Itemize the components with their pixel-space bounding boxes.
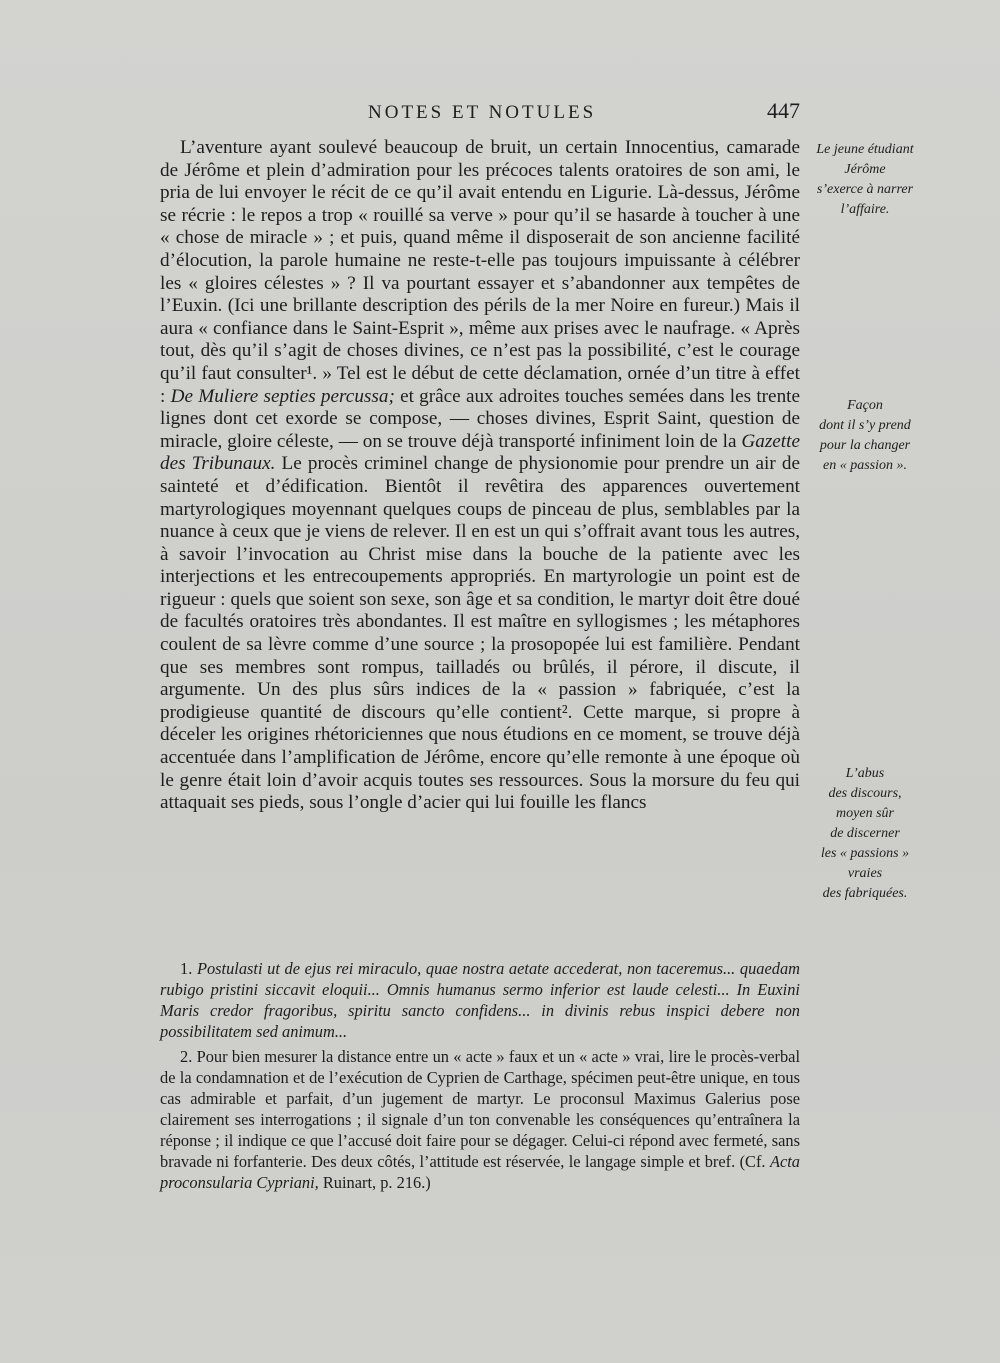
sidenote-line: en « passion ».	[823, 458, 907, 473]
sidenote-line: Jérôme	[844, 162, 886, 177]
page-number: 447	[767, 98, 800, 123]
footnote-text: Pour bien mesurer la distance entre un « acte » faux et un « acte » vrai, lire le procès-verbal de la condamnation et de l’exécution de Cyprien de Carthage, spécimen peut-être unique, en tous cas admirable et parfait, d’un jugement de martyr. Le proconsul Maximus Galerius pose clairement ses interrogations ; il signale d’un ton convenable les conséquences qu’entraînera la réponse ; il indique ce que l’accusé doit faire pour se dégager. Celui-ci répond avec fermeté, sans bravade ni forfanterie. Des deux côtés, l’attitude est réservée, le langage simple et bref. (Cf.	[160, 1047, 800, 1171]
sidenote-line: Façon	[847, 398, 883, 413]
footnote-text: Postulasti ut de ejus rei miraculo, quae nostra aetate accederat, non taceremus... quaedam rubigo pristini siccavit eloquii... Omnis humanus sermo inferior est laude celesti... In Euxini Maris credor fragoribus, spiritu sancto confidens... in divinis rebus inspici debere non possibilitatem sed animum...	[160, 959, 800, 1041]
sidenote-line: vraies	[847, 866, 883, 881]
paragraph-opening: L’aventure ayant soulevé beaucoup de bruit, un certain Innocentius, camarade de Jérôme et plein d’admiration pour les précoces talents oratoires de son ami, le pria de lui envoyer le récit de ce qu’il avait entendu en Ligurie. Là-dessus, Jérôme se récrie : le repos a trop « rouillé sa verve » pour qu’il se hasarde à toucher à une « chose de miracle » ; et puis, quand même il disposerait de son ancienne facilité d’élocution, la parole humaine ne reste-t-elle pas toujours impuissante à célébrer les « gloires célestes » ? Il va pourtant essayer et s’abandonner aux tempêtes de l’Euxin. (Ici une brillante description des périls de la mer Noire en fureur.) Mais il aura « confiance dans le Saint-Esprit », même aux prises avec le naufrage. « Après tout, dès qu’il s’agit de choses divines, ce n’est pas la possibilité, c’est le courage qu’il faut consulter¹. » Tel est le début de cette déclamation, ornée d’un titre à effet :	[160, 137, 800, 407]
sidenote-line: des fabriquées.	[822, 886, 908, 901]
paragraph-continuation-2: Le procès criminel change de physionomie pour prendre un air de sainteté et d’édification. Bientôt il revêtira des apparences ouvertement martyrologiques moyennant quelques coups de pinceau de plus, semblables par la nuance à ceux que je viens de relever. Il en est un qui s’offrait avant tous les autres, à savoir l’invocation au Christ mise dans la bouche de la patiente avec les interjections et les entrecoupements appropriés. En martyrologie un point est de rigueur : quels que soient son sexe, son âge et sa condition, le martyr doit être doué de facultés oratoires très abondantes. Il est maître en syllogismes ; les métaphores coulent de sa lèvre comme d’une source ; la prosopopée lui est familière. Pendant que ses membres sont rompus, tailladés ou brûlés, il pérore, il discute, il argumente. Un des plus sûrs indices de la « passion » fabriquée, c’est la prodigieuse quantité de discours qu’elle contient². Cette marque, si propre à déceler les origines rhétoriciennes que nous étudions en ce moment, se trouve déjà accentuée dans l’amplification de Jérôme, encore qu’elle remonte à une époque où le genre était loin d’avoir acquis toutes ses ressources. Sous la morsure du feu qui attaquait ses pieds, sous l’ongle d’acier qui lui fouille les flancs	[160, 453, 800, 814]
sidenote-line: moyen sûr	[836, 806, 894, 821]
running-title: NOTES ET NOTULES	[368, 102, 597, 123]
sidenote-facon	[806, 396, 924, 476]
paragraph-continuation-1: et grâce aux adroites touches semées dans les trente lignes dont cet exorde se compose, — choses divines, Esprit Saint, question de miracle, gloire céleste, — on se trouve déjà transporté infiniment loin de la	[160, 385, 801, 452]
footnote-number: 1.	[180, 959, 193, 978]
sidenote-line: les « passions »	[820, 846, 910, 861]
running-head	[160, 100, 800, 130]
sidenote-line: pour la changer	[819, 438, 911, 453]
footnote-2	[160, 1046, 800, 1193]
sidenote-line: L’abus	[845, 766, 885, 781]
sidenote-line: l’affaire.	[840, 202, 890, 217]
gazette-title: Gazette des Tribunaux.	[160, 430, 800, 475]
sidenote-line: dont il s’y prend	[819, 418, 911, 433]
sidenote-abus-des-discours	[806, 764, 924, 904]
work-title: De Muliere septies percussa;	[170, 385, 395, 407]
footnote-source-title: Acta proconsularia Cypriani,	[160, 1152, 801, 1192]
sidenote-line: Le jeune étudiant	[816, 142, 914, 157]
main-text	[160, 137, 800, 815]
footnotes	[160, 958, 800, 1197]
sidenote-line: de discerner	[830, 826, 900, 841]
footnote-source-ref: Ruinart, p. 216.)	[322, 1173, 431, 1192]
footnote-1	[160, 958, 800, 1042]
sidenote-line: des discours,	[828, 786, 902, 801]
sidenote-line: s’exerce à narrer	[816, 182, 914, 197]
sidenote-jeune-etudiant	[806, 140, 924, 220]
body-paragraph	[160, 137, 800, 815]
footnote-number: 2.	[180, 1047, 193, 1066]
